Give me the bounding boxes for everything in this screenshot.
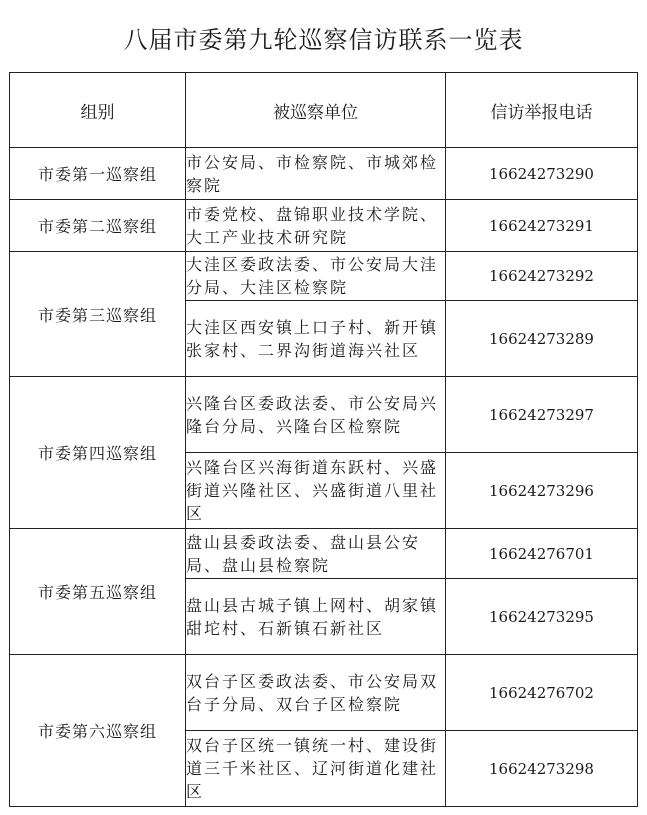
phone-number: 16624273295: [446, 579, 638, 655]
table-row: [10, 148, 638, 200]
phone-number: 16624273297: [446, 377, 638, 453]
table-row: [10, 529, 638, 579]
group-name: 市委第四巡察组: [10, 377, 186, 529]
group-name: 市委第二巡察组: [10, 200, 186, 252]
inspected-unit: 兴隆台区兴海街道东跃村、兴盛街道兴隆社区、兴盛街道八里社区: [186, 453, 446, 529]
header-unit: 被巡察单位: [186, 73, 446, 148]
group-name: 市委第一巡察组: [10, 148, 186, 200]
phone-number: 16624273290: [446, 148, 638, 200]
header-phone: 信访举报电话: [446, 73, 638, 148]
group-name: 市委第三巡察组: [10, 252, 186, 377]
inspected-unit: 大洼区西安镇上口子村、新开镇张家村、二界沟街道海兴社区: [186, 301, 446, 377]
inspected-unit: 双台子区委政法委、市公安局双台子分局、双台子区检察院: [186, 655, 446, 731]
inspected-unit: 大洼区委政法委、市公安局大洼分局、大洼区检察院: [186, 252, 446, 301]
header-group: 组别: [10, 73, 186, 148]
phone-number: 16624273291: [446, 200, 638, 252]
inspected-unit: 双台子区统一镇统一村、建设街道三千米社区、辽河街道化建社区: [186, 731, 446, 807]
phone-number: 16624273298: [446, 731, 638, 807]
inspected-unit: 盘山县委政法委、盘山县公安局、盘山县检察院: [186, 529, 446, 579]
phone-number: 16624273292: [446, 252, 638, 301]
inspected-unit: 盘山县古城子镇上网村、胡家镇甜坨村、石新镇石新社区: [186, 579, 446, 655]
header-row: [10, 73, 638, 148]
phone-number: 16624273289: [446, 301, 638, 377]
table-row: [10, 200, 638, 252]
phone-number: 16624273296: [446, 453, 638, 529]
group-name: 市委第五巡察组: [10, 529, 186, 655]
inspected-unit: 兴隆台区委政法委、市公安局兴隆台分局、兴隆台区检察院: [186, 377, 446, 453]
table-row: [10, 252, 638, 301]
table-row: [10, 377, 638, 453]
phone-number: 16624276702: [446, 655, 638, 731]
table-row: [10, 655, 638, 731]
phone-number: 16624276701: [446, 529, 638, 579]
group-name: 市委第六巡察组: [10, 655, 186, 807]
page-title: 八届市委第九轮巡察信访联系一览表: [123, 26, 524, 54]
inspected-unit: 市公安局、市检察院、市城郊检察院: [186, 148, 446, 200]
inspected-unit: 市委党校、盘锦职业技术学院、大工产业技术研究院: [186, 200, 446, 252]
contact-table: [9, 72, 638, 807]
